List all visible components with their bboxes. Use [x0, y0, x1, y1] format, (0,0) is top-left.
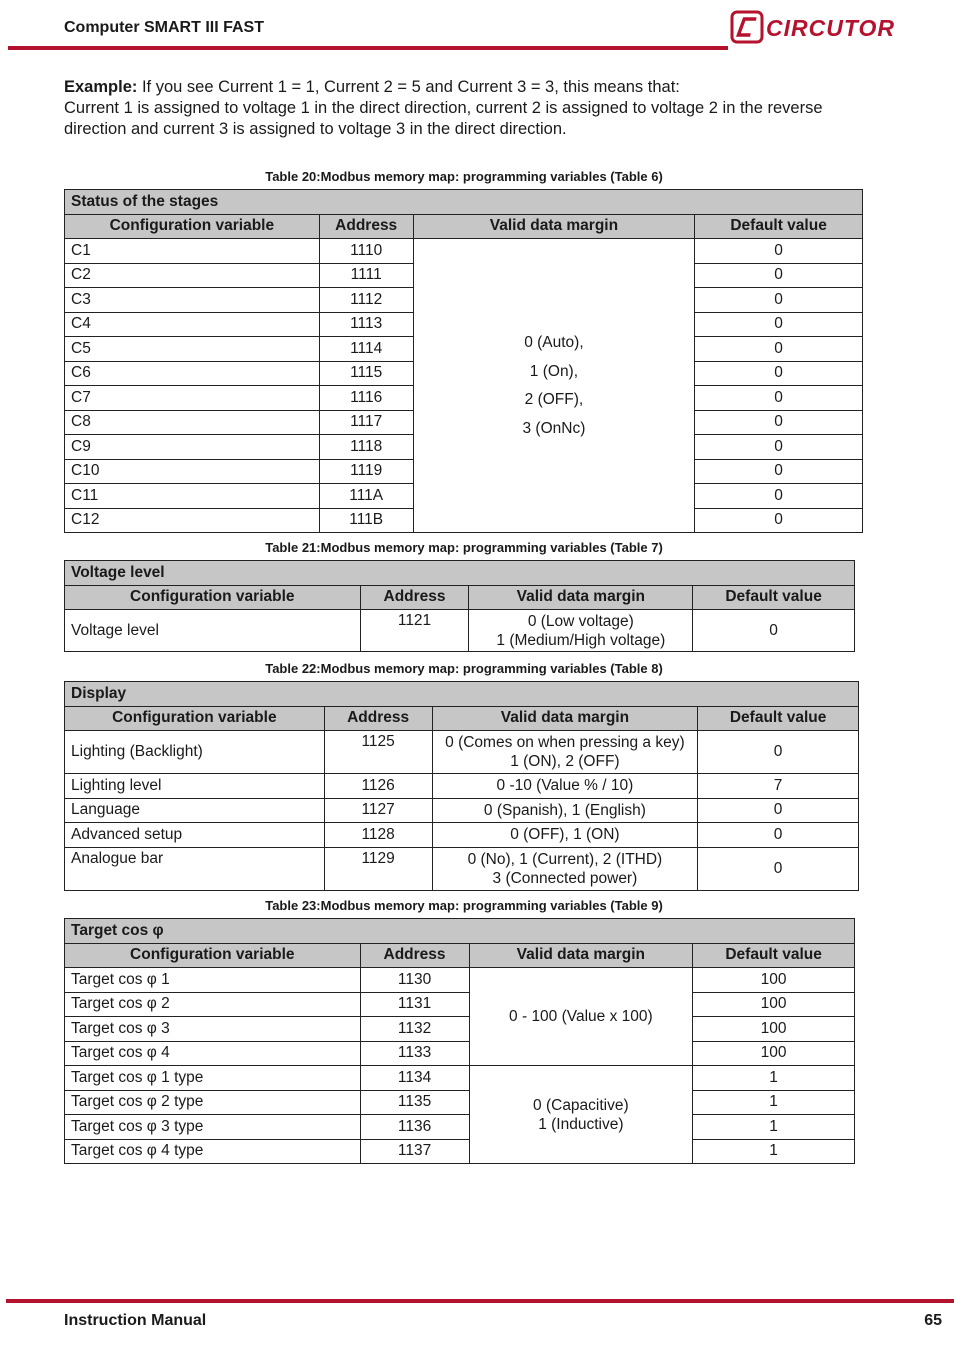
cell-address: 111B [319, 508, 413, 533]
col-config-header: Configuration variable [65, 214, 320, 239]
table-row [65, 1115, 855, 1140]
table20 [64, 189, 863, 533]
table20-section-title: Status of the stages [65, 190, 863, 215]
margin-line: 3 (OnNc) [522, 419, 586, 437]
table-row [65, 823, 859, 848]
table-row [65, 1017, 855, 1042]
cell-default-value: 0 [695, 459, 863, 484]
table-row [65, 610, 855, 652]
cell-default-value: 0 [695, 361, 863, 386]
cell-config-variable: C11 [65, 484, 320, 509]
table-row [65, 1139, 855, 1164]
cell-valid-margin [432, 731, 698, 774]
cell-config-variable: C4 [65, 312, 320, 337]
cell-config-variable: C3 [65, 288, 320, 313]
cell-default-value: 0 [695, 239, 863, 264]
cell-config-variable: C10 [65, 459, 320, 484]
margin-line: 0 (Low voltage) [527, 612, 634, 630]
example-line1: If you see Current 1 = 1, Current 2 = 5 and Current 3 = 3, this means that: [137, 78, 680, 96]
cell-address: 1118 [319, 435, 413, 460]
cell-valid-margin [413, 239, 695, 533]
col-config-header: Configuration variable [65, 585, 361, 610]
col-margin-header: Valid data margin [432, 706, 698, 731]
cell-default-value: 0 [698, 847, 859, 890]
cell-config-variable: C12 [65, 508, 320, 533]
margin-line: 0 - 100 (Value x 100) [509, 1008, 653, 1025]
col-margin-header: Valid data margin [469, 585, 693, 610]
cell-valid-margin [432, 823, 698, 848]
table-row [65, 968, 855, 993]
cell-default-value: 0 [695, 263, 863, 288]
cell-config-variable: Target cos φ 3 [65, 1017, 361, 1042]
cell-config-variable: Analogue bar [65, 847, 325, 890]
cell-default-value: 1 [693, 1066, 855, 1091]
cell-address: 1110 [319, 239, 413, 264]
table23 [64, 918, 855, 1164]
cell-address: 1136 [360, 1115, 469, 1140]
cell-address: 1128 [324, 823, 432, 848]
cell-default-value: 0 [695, 288, 863, 313]
cell-address: 1133 [360, 1041, 469, 1066]
cell-config-variable: C6 [65, 361, 320, 386]
margin-line: 1 (Inductive) [538, 1115, 624, 1133]
margin-line: 0 (OFF), 1 (ON) [510, 826, 620, 844]
cell-default-value: 1 [693, 1115, 855, 1140]
cell-config-variable: Lighting level [65, 774, 325, 799]
table21-section-title: Voltage level [65, 561, 855, 586]
cell-default-value: 0 [693, 610, 855, 652]
cell-config-variable: Lighting (Backlight) [65, 731, 325, 774]
cell-config-variable: C7 [65, 386, 320, 411]
cell-address: 1134 [360, 1066, 469, 1091]
margin-line: 0 (Auto), [524, 334, 584, 352]
cell-config-variable: Target cos φ 2 type [65, 1090, 361, 1115]
cell-address: 1131 [360, 992, 469, 1017]
cell-address: 1113 [319, 312, 413, 337]
table-row [65, 1090, 855, 1115]
cell-config-variable: C1 [65, 239, 320, 264]
col-default-header: Default value [698, 706, 859, 731]
cell-default-value: 100 [693, 968, 855, 993]
cell-address: 1137 [360, 1139, 469, 1164]
col-margin-header: Valid data margin [469, 943, 693, 968]
example-line2: Current 1 is assigned to voltage 1 in the direct direction, current 2 is assigned to voltage 2 in the reverse direction and current 3 is assigned to voltage 3 in the direct direction. [64, 99, 823, 138]
cell-default-value: 100 [693, 992, 855, 1017]
cell-address: 1135 [360, 1090, 469, 1115]
col-config-header: Configuration variable [65, 943, 361, 968]
col-address-header: Address [360, 943, 469, 968]
col-default-header: Default value [693, 585, 855, 610]
col-config-header: Configuration variable [65, 706, 325, 731]
cell-default-value: 1 [693, 1090, 855, 1115]
cell-address: 1116 [319, 386, 413, 411]
table22-section-title: Display [65, 682, 859, 707]
col-default-header: Default value [693, 943, 855, 968]
cell-address: 1129 [324, 847, 432, 890]
cell-address: 1111 [319, 263, 413, 288]
cell-config-variable: Target cos φ 1 type [65, 1066, 361, 1091]
table23-section-title: Target cos φ [65, 919, 855, 944]
cell-config-variable: C9 [65, 435, 320, 460]
table23-caption: Table 23:Modbus memory map: programming variables (Table 9) [265, 898, 663, 913]
table-row [65, 1066, 855, 1091]
header-rule [8, 46, 728, 50]
intro-paragraph [64, 77, 884, 140]
table-row [65, 798, 859, 823]
cell-default-value: 0 [695, 435, 863, 460]
margin-line: 0 -10 (Value % / 10) [496, 777, 634, 795]
cell-config-variable: Target cos φ 1 [65, 968, 361, 993]
cell-address: 1115 [319, 361, 413, 386]
cell-valid-margin [469, 968, 693, 1066]
cell-default-value: 7 [698, 774, 859, 799]
cell-config-variable: C8 [65, 410, 320, 435]
cell-address: 111A [319, 484, 413, 509]
margin-line: 3 (Connected power) [492, 869, 638, 887]
margin-line: 1 (On), [529, 362, 579, 380]
cell-default-value: 0 [695, 508, 863, 533]
cell-config-variable: Language [65, 798, 325, 823]
page-number: 65 [924, 1312, 942, 1329]
cell-default-value: 0 [698, 798, 859, 823]
cell-default-value: 100 [693, 1041, 855, 1066]
table-row [65, 1041, 855, 1066]
margin-line: 1 (Medium/High voltage) [496, 631, 666, 649]
footer-rule [6, 1299, 954, 1303]
cell-address: 1112 [319, 288, 413, 313]
cell-address: 1126 [324, 774, 432, 799]
cell-config-variable: Target cos φ 2 [65, 992, 361, 1017]
table21 [64, 560, 855, 652]
footer-manual-label: Instruction Manual [64, 1312, 207, 1329]
circutor-logo [730, 9, 910, 45]
cell-valid-margin [432, 774, 698, 799]
cell-default-value: 0 [695, 410, 863, 435]
cell-config-variable: C2 [65, 263, 320, 288]
cell-address: 1125 [324, 731, 432, 774]
cell-default-value: 1 [693, 1139, 855, 1164]
col-default-header: Default value [695, 214, 863, 239]
cell-address: 1127 [324, 798, 432, 823]
table-row [65, 239, 863, 264]
cell-address: 1121 [360, 610, 469, 652]
cell-default-value: 0 [698, 731, 859, 774]
margin-line: 0 (No), 1 (Current), 2 (ITHD) [467, 850, 663, 868]
cell-valid-margin [469, 610, 693, 652]
cell-config-variable: Advanced setup [65, 823, 325, 848]
col-address-header: Address [360, 585, 469, 610]
margin-line: 0 (Capacitive) [533, 1096, 629, 1114]
margin-line: 1 (ON), 2 (OFF) [510, 753, 620, 770]
table22-caption: Table 22:Modbus memory map: programming variables (Table 8) [265, 661, 663, 676]
cell-default-value: 0 [698, 823, 859, 848]
table-row [65, 731, 859, 774]
margin-line: 0 (Spanish), 1 (English) [483, 801, 646, 819]
cell-default-value: 0 [695, 484, 863, 509]
cell-config-variable: C5 [65, 337, 320, 362]
margin-line: 0 (Comes on when pressing a key) [445, 734, 685, 751]
cell-address: 1130 [360, 968, 469, 993]
cell-address: 1114 [319, 337, 413, 362]
cell-valid-margin [432, 847, 698, 890]
col-address-header: Address [319, 214, 413, 239]
cell-config-variable: Target cos φ 4 [65, 1041, 361, 1066]
table-row [65, 774, 859, 799]
document-title: Computer SMART III FAST [64, 19, 264, 36]
col-address-header: Address [324, 706, 432, 731]
cell-config-variable: Voltage level [65, 610, 361, 652]
example-label: Example: [64, 78, 138, 96]
col-margin-header: Valid data margin [413, 214, 695, 239]
cell-address: 1117 [319, 410, 413, 435]
table20-caption: Table 20:Modbus memory map: programming variables (Table 6) [265, 169, 663, 184]
table22 [64, 681, 859, 891]
cell-config-variable: Target cos φ 3 type [65, 1115, 361, 1140]
table-row [65, 847, 859, 890]
cell-valid-margin [432, 798, 698, 823]
cell-default-value: 0 [695, 312, 863, 337]
cell-default-value: 0 [695, 386, 863, 411]
logo-text: CIRCUTOR [766, 15, 895, 41]
cell-config-variable: Target cos φ 4 type [65, 1139, 361, 1164]
table-row [65, 992, 855, 1017]
cell-default-value: 0 [695, 337, 863, 362]
cell-valid-margin [469, 1066, 693, 1164]
cell-default-value: 100 [693, 1017, 855, 1042]
cell-address: 1132 [360, 1017, 469, 1042]
cell-address: 1119 [319, 459, 413, 484]
table21-caption: Table 21:Modbus memory map: programming variables (Table 7) [265, 540, 663, 555]
margin-line: 2 (OFF), [524, 391, 584, 409]
